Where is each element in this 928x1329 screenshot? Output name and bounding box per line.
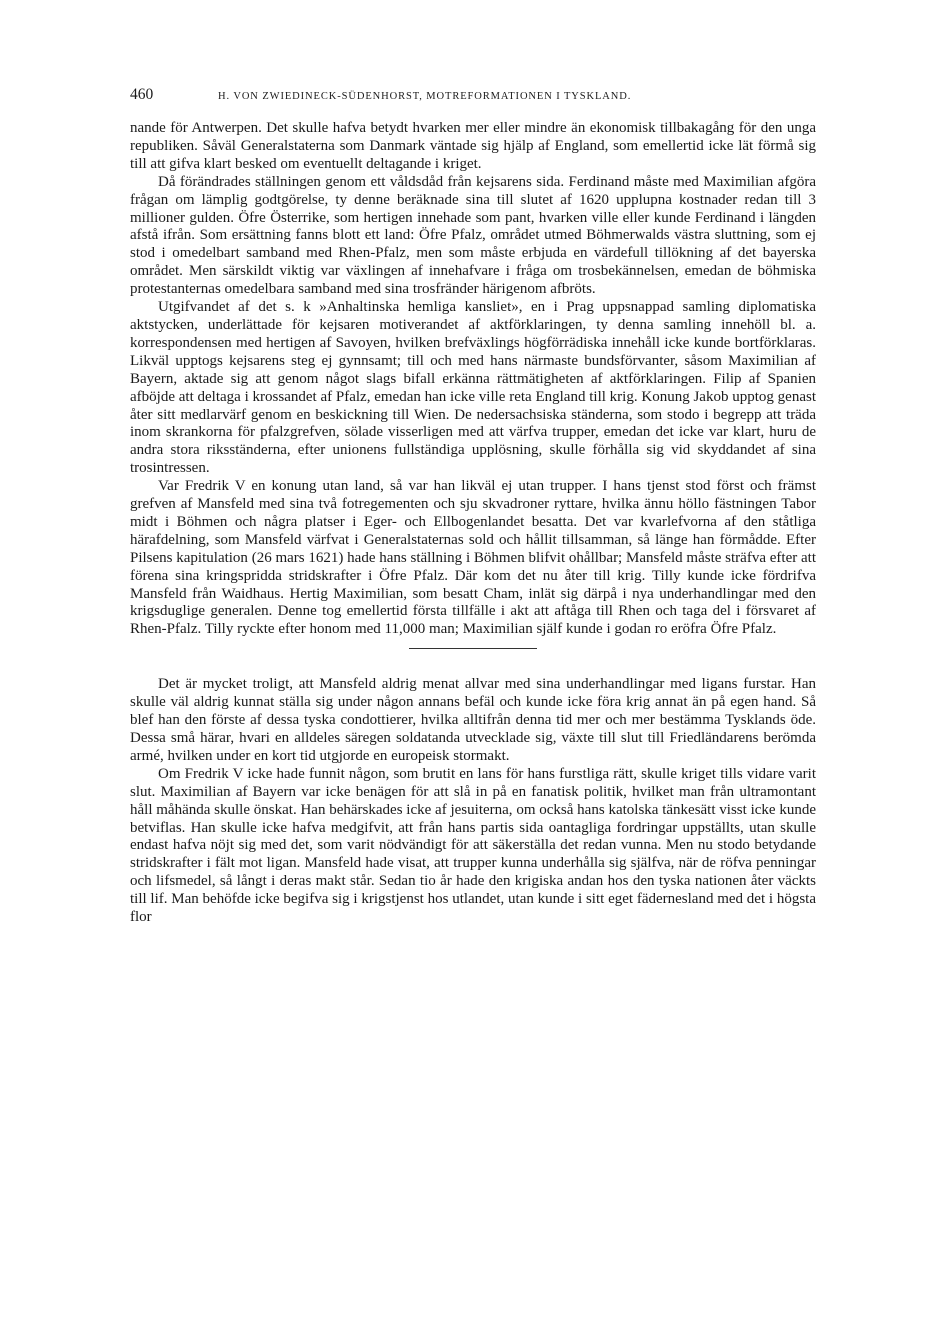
paragraph: nande för Antwerpen. Det skulle hafva betydt hvarken mer eller mindre än ekonomisk tillbakagång för den unga republiken. Såväl Generalstaterna som Danmark väntade sig hjälp af England, som emellertid icke lät förmå sig till att gifva klart besked om eventuellt deltagande i kriget. xyxy=(130,120,816,172)
paragraph: Var Fredrik V en konung utan land, så var han likväl ej utan trupper. I hans tjenst stod först och främst grefven af Mansfeld med sina två fotregementen och sju skvadroner ryttare, hvilka ännu höllo fästningen Tabor midt i Böhmen och några platser i Eger- och Ellbogenlandet besatta. Det var kvarlefvorna af den ståtliga härafdelning, som Mansfeld värfvat i Generalstaternas sold och hållit tillsamman, så länge han förmådde. Efter Pilsens kapitulation (26 mars 1621) hade hans ställning i Böhmen blifvit ohållbar; Mansfeld måste sträfva efter att förena sina kringspridda stridskrafter i Öfre Pfalz. Där kom det nu åter till krig. Tilly kunde icke fördrifva Mansfeld från Waidhaus. Hertig Maximilian, som besatt Cham, inlät sig därpå i nya underhandlingar med den krigsduglige generalen. Denne tog emellertid första tillfälle i akt att aftåga till Rhen och taga del i försvaret af Rhen-Pfalz. Tilly ryckte efter honom med 11,000 man; Maximilian själf kunde i godan ro eröfra Öfre Pfalz. xyxy=(130,478,816,638)
paragraph: Det är mycket troligt, att Mansfeld aldrig menat allvar med sina underhandlingar med ligans furstar. Han skulle väl aldrig kunnat ställa sig under någon annans befäl och kunde icke föra krig annat än på egen hand. Så blef han den förste af dessa tyska condottierer, hvilka alltifrån denna tid mer och mer bestämma Tysklands öde. Dessa små härar, hvari en alldeles säregen soldatanda utvecklade sig, växte till slut till Friedländarens berömda armé, hvilken under en kort tid utgjorde en europeisk stormakt. xyxy=(130,676,816,764)
running-head xyxy=(130,86,816,106)
paragraph: Utgifvandet af det s. k »Anhaltinska hemliga kansliet», en i Prag uppsnappad samling diplomatiska aktstycken, underlättade för kejsaren motiverandet af aktförklaringen, ty denna samling innehöll bl. a. korrespondensen med hertigen af Savoyen, hvilken brefväxlings högförrädiska innehåll icke kunde bortförklaras. Likväl upptogs kejsarens steg ej gynnsamt; till och med hans närmaste bundsförvanter, såsom Maximilian af Bayern, aktade sig att genom något slags bifall erkänna rättmätigheten af aktförklaringen. Filip af Spanien afböjde att deltaga i krossandet af Pfalz, emedan han icke ville reta England till krig. Konung Jakob upptog genast åter sitt medlarvärf genom en beskickning till Wien. De nedersachsiska ständerna, som stodo i begrepp att träda inom skrankorna för pfalzgrefven, sölade visserligen med att värfva trupper, emedan det icke var klart, huru de andra stora riksständerna, efter unionens fullständiga upplösning, skulle förhålla sig vid skyddandet af sina trosintressen. xyxy=(130,299,816,477)
page-number: 460 xyxy=(130,86,154,103)
paragraph: Då förändrades ställningen genom ett våldsdåd från kejsarens sida. Ferdinand måste med Maximilian afgöra frågan om lämplig godtgörelse, ty denne beräknade sina till slutet af 1620 upplupna kostnader redan till 3 millioner gulden. Öfre Österrike, som hertigen innehade som pant, hvarken ville eller kunde Ferdinand i längden afstå ifrån. Som ersättning fanns blott ett land: Öfre Pfalz, området utmed Böhmerwalds västra sluttning, som ej stod i omedelbart samband med Rhen-Pfalz, men som måste erbjuda en värdefull tillökning af det bayerska området. Men särskildt viktig var växlingen af innehafvare i fråga om trosbekännelsen, emedan de böhmiska protestanternas omedelbara samband med sina trosfränder härigenom afbröts. xyxy=(130,173,816,298)
running-title: H. VON ZWIEDINECK-SÜDENHORST, MOTREFORMATIONEN I TYSKLAND. xyxy=(218,91,632,102)
section-divider xyxy=(409,648,537,649)
paragraph: Om Fredrik V icke hade funnit någon, som brutit en lans för hans furstliga rätt, skulle kriget tills vidare varit slut. Maximilian af Bayern var icke benägen för att slå in på en fanatisk politik, hvilket man från ultramontant håll måhända skulle önskat. Han behärskades icke af jesuiterna, om också hans katolska tänkesätt visst icke kunde betviflas. Han skulle icke hafva medgifvit, att från hans partis sida oantagliga fordringar uppställts, utan skulle endast hafva nöjt sig med det, som varit nödvändigt för att säkerställa det redan vunna. Men nu stodo betydande stridskrafter i fält mot ligan. Mansfeld hade visat, att trupper kunna underhålla sig själfva, när de röfva penningar och lifsmedel, så långt i deras makt står. Sedan tio år hade den krigiska andan hos den tyska nationen åter väckts till lif. Man behöfde icke begifva sig i krigstjenst hos utlandet, utan kunde i sitt eget fädernesland med det i högsta flor xyxy=(130,765,816,926)
document-page xyxy=(130,86,816,927)
